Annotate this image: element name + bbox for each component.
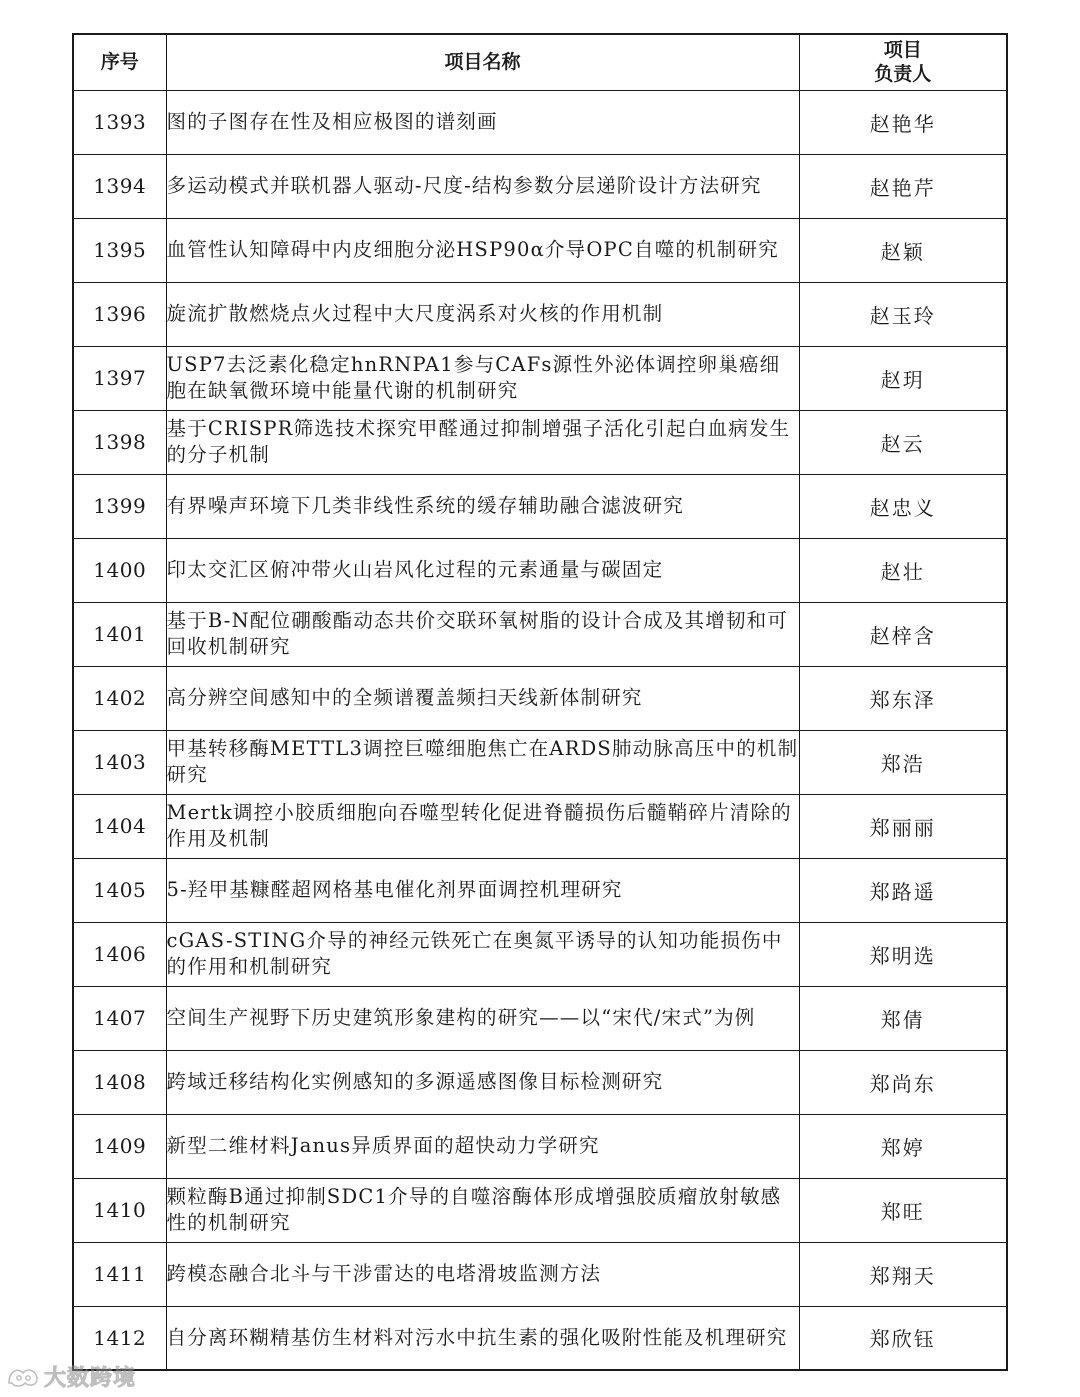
- serial-number-cell: 1395: [73, 218, 166, 282]
- table-row: [73, 794, 1007, 858]
- table-body: [73, 90, 1007, 1370]
- project-lead-cell: 赵梓含: [799, 602, 1007, 666]
- project-lead-cell: 郑欣钰: [799, 1306, 1007, 1370]
- brand-logo-icon: [6, 1363, 40, 1389]
- serial-number-cell: 1396: [73, 282, 166, 346]
- project-lead-cell: 郑路遥: [799, 858, 1007, 922]
- table-row: [73, 602, 1007, 666]
- header-serial-number: 序号: [73, 34, 166, 90]
- table-row: [73, 218, 1007, 282]
- table-row: [73, 858, 1007, 922]
- project-lead-cell: 赵艳华: [799, 90, 1007, 154]
- table-row: [73, 410, 1007, 474]
- project-lead-cell: 郑丽丽: [799, 794, 1007, 858]
- serial-number-cell: 1412: [73, 1306, 166, 1370]
- project-lead-cell: 郑旺: [799, 1178, 1007, 1242]
- project-lead-cell: 郑尚东: [799, 1050, 1007, 1114]
- serial-number-cell: 1400: [73, 538, 166, 602]
- table-row: [73, 346, 1007, 410]
- project-name-cell: 新型二维材料Janus异质界面的超快动力学研究: [166, 1114, 799, 1178]
- project-list-sheet: [72, 33, 1006, 1371]
- project-name-cell: 基于B-N配位硼酸酯动态共价交联环氧树脂的设计合成及其增韧和可回收机制研究: [166, 602, 799, 666]
- project-name-cell: 跨域迁移结构化实例感知的多源遥感图像目标检测研究: [166, 1050, 799, 1114]
- project-name-cell: 基于CRISPR筛选技术探究甲醛通过抑制增强子活化引起白血病发生的分子机制: [166, 410, 799, 474]
- table-row: [73, 730, 1007, 794]
- project-name-cell: 血管性认知障碍中内皮细胞分泌HSP90α介导OPC自噬的机制研究: [166, 218, 799, 282]
- project-name-cell: 多运动模式并联机器人驱动-尺度-结构参数分层递阶设计方法研究: [166, 154, 799, 218]
- project-lead-cell: 赵颖: [799, 218, 1007, 282]
- table-row: [73, 1306, 1007, 1370]
- project-name-cell: 空间生产视野下历史建筑形象建构的研究——以“宋代/宋式”为例: [166, 986, 799, 1050]
- table-row: [73, 666, 1007, 730]
- project-name-cell: 甲基转移酶METTL3调控巨噬细胞焦亡在ARDS肺动脉高压中的机制研究: [166, 730, 799, 794]
- table-row: [73, 538, 1007, 602]
- project-lead-cell: 郑翔天: [799, 1242, 1007, 1306]
- table-row: [73, 1114, 1007, 1178]
- project-lead-cell: 郑东泽: [799, 666, 1007, 730]
- project-lead-cell: 郑倩: [799, 986, 1007, 1050]
- serial-number-cell: 1399: [73, 474, 166, 538]
- project-lead-cell: 赵玥: [799, 346, 1007, 410]
- table-row: [73, 922, 1007, 986]
- header-row: [73, 34, 1007, 90]
- project-name-cell: 有界噪声环境下几类非线性系统的缓存辅助融合滤波研究: [166, 474, 799, 538]
- project-lead-cell: 赵壮: [799, 538, 1007, 602]
- table-row: [73, 282, 1007, 346]
- serial-number-cell: 1410: [73, 1178, 166, 1242]
- serial-number-cell: 1401: [73, 602, 166, 666]
- serial-number-cell: 1393: [73, 90, 166, 154]
- project-lead-cell: 赵玉玲: [799, 282, 1007, 346]
- serial-number-cell: 1408: [73, 1050, 166, 1114]
- table-header: [73, 34, 1007, 90]
- project-lead-cell: 郑婷: [799, 1114, 1007, 1178]
- serial-number-cell: 1397: [73, 346, 166, 410]
- table-row: [73, 986, 1007, 1050]
- project-lead-cell: 郑明选: [799, 922, 1007, 986]
- project-name-cell: cGAS-STING介导的神经元铁死亡在奥氮平诱导的认知功能损伤中的作用和机制研究: [166, 922, 799, 986]
- project-lead-cell: 郑浩: [799, 730, 1007, 794]
- table-row: [73, 474, 1007, 538]
- serial-number-cell: 1405: [73, 858, 166, 922]
- project-name-cell: 跨模态融合北斗与干涉雷达的电塔滑坡监测方法: [166, 1242, 799, 1306]
- serial-number-cell: 1402: [73, 666, 166, 730]
- project-name-cell: USP7去泛素化稳定hnRNPA1参与CAFs源性外泌体调控卵巢癌细胞在缺氧微环境中能量代谢的机制研究: [166, 346, 799, 410]
- serial-number-cell: 1398: [73, 410, 166, 474]
- serial-number-cell: 1411: [73, 1242, 166, 1306]
- serial-number-cell: 1407: [73, 986, 166, 1050]
- serial-number-cell: 1404: [73, 794, 166, 858]
- watermark: [6, 1358, 136, 1394]
- table-row: [73, 154, 1007, 218]
- header-project-lead: [799, 34, 1007, 90]
- header-project-name: 项目名称: [166, 34, 799, 90]
- table-row: [73, 1178, 1007, 1242]
- project-name-cell: 颗粒酶B通过抑制SDC1介导的自噬溶酶体形成增强胶质瘤放射敏感性的机制研究: [166, 1178, 799, 1242]
- serial-number-cell: 1406: [73, 922, 166, 986]
- table-row: [73, 90, 1007, 154]
- serial-number-cell: 1403: [73, 730, 166, 794]
- project-name-cell: 印太交汇区俯冲带火山岩风化过程的元素通量与碳固定: [166, 538, 799, 602]
- project-name-cell: 自分离环糊精基仿生材料对污水中抗生素的强化吸附性能及机理研究: [166, 1306, 799, 1370]
- serial-number-cell: 1394: [73, 154, 166, 218]
- project-name-cell: 旋流扩散燃烧点火过程中大尺度涡系对火核的作用机制: [166, 282, 799, 346]
- project-lead-cell: 赵艳芹: [799, 154, 1007, 218]
- serial-number-cell: 1409: [73, 1114, 166, 1178]
- project-lead-cell: 赵忠义: [799, 474, 1007, 538]
- header-project-lead-line1: 项目: [883, 39, 922, 62]
- header-project-lead-line2: 负责人: [874, 63, 932, 86]
- project-name-cell: Mertk调控小胶质细胞向吞噬型转化促进脊髓损伤后髓鞘碎片清除的作用及机制: [166, 794, 799, 858]
- project-lead-cell: 赵云: [799, 410, 1007, 474]
- project-name-cell: 高分辨空间感知中的全频谱覆盖频扫天线新体制研究: [166, 666, 799, 730]
- table-row: [73, 1242, 1007, 1306]
- project-name-cell: 图的子图存在性及相应极图的谱刻画: [166, 90, 799, 154]
- project-table: [72, 33, 1008, 1371]
- project-name-cell: 5-羟甲基糠醛超网格基电催化剂界面调控机理研究: [166, 858, 799, 922]
- table-row: [73, 1050, 1007, 1114]
- watermark-text: 大数跨境: [44, 1365, 137, 1391]
